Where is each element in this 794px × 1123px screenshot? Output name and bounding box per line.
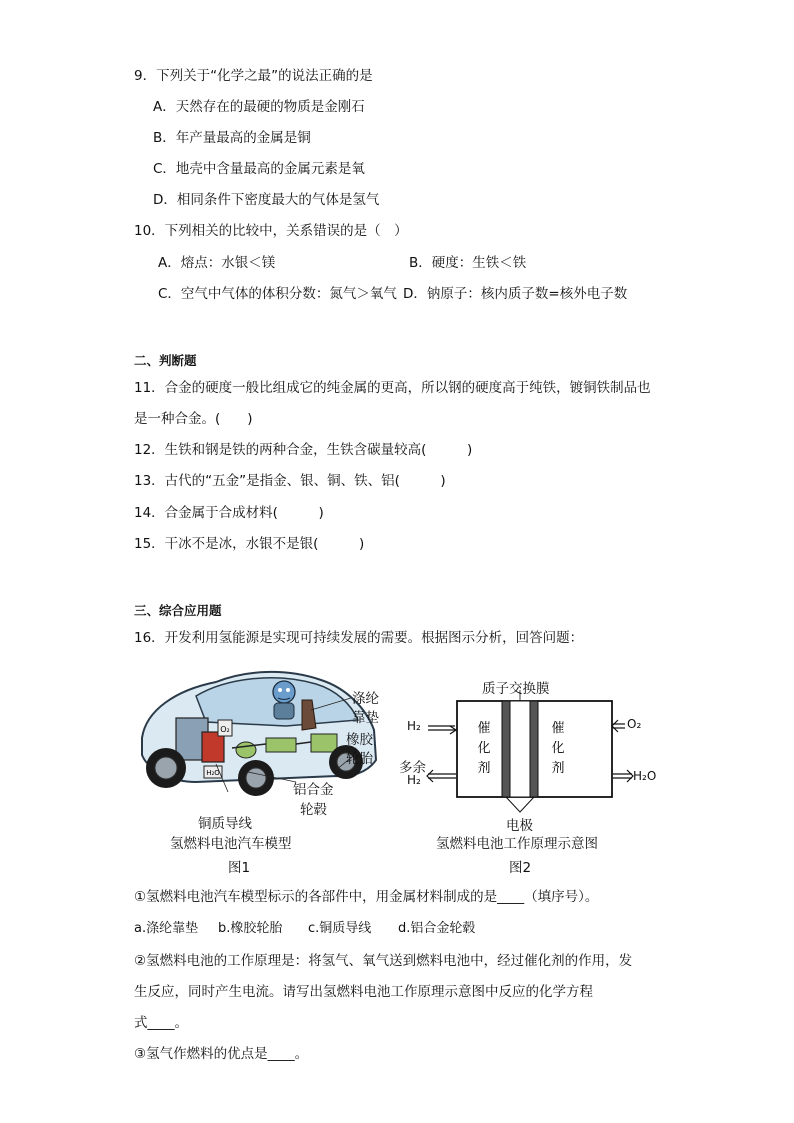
q10-option-a: A．熔点：水银＜镁 (158, 255, 276, 271)
figure-1-number: 图1 (228, 860, 251, 876)
label-polyester-2: 靠垫 (352, 710, 379, 726)
subq-1-option-b: b.橡胶轮胎 (218, 921, 283, 936)
q15: 15．干冰不是冰，水银不是银( ) (134, 536, 365, 552)
catalyst-right-2: 化 (551, 741, 565, 756)
label-left-h2-out: H₂ (407, 773, 421, 787)
q10-option-c: C．空气中气体的体积分数：氮气＞氧气 (158, 286, 397, 302)
q10-option-d: D．钠原子：核内质子数=核外电子数 (403, 286, 628, 302)
q10-stem: 10．下列相关的比较中，关系错误的是（ ） (134, 223, 408, 239)
car-illustration (136, 660, 381, 810)
subq-3: ③氢气作燃料的优点是____。 (134, 1046, 309, 1062)
q16-stem: 16．开发利用氢能源是实现可持续发展的需要。根据图示分析，回答问题： (134, 630, 584, 646)
q12: 12．生铁和钢是铁的两种合金，生铁含碳量较高( ) (134, 442, 473, 458)
catalyst-right-3: 剂 (551, 761, 565, 776)
car-tag-o2: O₂ (220, 725, 230, 734)
section-3-title: 三、综合应用题 (134, 603, 222, 618)
section-2-title: 二、判断题 (134, 353, 197, 368)
figure-1-caption: 氢燃料电池汽车模型 (170, 836, 292, 852)
label-alloy-1: 铝合金 (293, 782, 334, 798)
q9-option-b: B．年产量最高的金属是铜 (153, 130, 311, 146)
label-right-o2-in: O₂ (627, 717, 642, 731)
q11-line-1: 11．合金的硬度一般比组成它的纯金属的更高，所以钢的硬度高于纯铁，镀铜铁制品也 (134, 380, 651, 396)
q13: 13．古代的“五金”是指金、银、铜、铁、铝( ) (134, 473, 446, 489)
subq-2-line-2: 生反应，同时产生电流。请写出氢燃料电池工作原理示意图中反应的化学方程 (134, 984, 593, 1000)
subq-1-option-a: a.涤纶靠垫 (134, 921, 199, 936)
subq-2-line-1: ②氢燃料电池的工作原理是：将氢气、氧气送到燃料电池中，经过催化剂的作用，发 (134, 953, 633, 969)
figure-2-fuel-cell (400, 690, 670, 820)
label-alloy-2: 轮毂 (300, 802, 327, 818)
figure-1-car (136, 660, 416, 810)
q9-option-d: D．相同条件下密度最大的气体是氢气 (153, 192, 380, 208)
label-right-h2o-out: H₂O (633, 769, 657, 783)
figure-2-number: 图2 (509, 860, 532, 876)
catalyst-left-2: 化 (477, 741, 491, 756)
label-left-excess: 多余 (399, 760, 426, 776)
q9-option-c: C．地壳中含量最高的金属元素是氧 (153, 161, 365, 177)
subq-2-line-3: 式____。 (134, 1015, 188, 1031)
q11-line-2: 是一种合金。( ) (134, 411, 253, 427)
label-copper: 铜质导线 (198, 816, 252, 832)
q10-option-b: B．硬度：生铁＜铁 (409, 255, 527, 271)
fuel-cell-diagram (400, 690, 670, 820)
car-tag-h2o: H₂O (206, 769, 220, 777)
subq-1: ①氢燃料电池汽车模型标示的各部件中，用金属材料制成的是____（填序号）。 (134, 889, 599, 905)
membrane-label: 质子交换膜 (482, 681, 550, 697)
q14: 14．合金属于合成材料( ) (134, 505, 324, 521)
subq-1-option-d: d.铝合金轮毂 (398, 921, 476, 936)
label-left-h2-in: H₂ (407, 719, 421, 733)
catalyst-right-1: 催 (551, 721, 565, 736)
subq-1-option-c: c.铜质导线 (308, 921, 372, 936)
figure-2-caption: 氢燃料电池工作原理示意图 (436, 836, 598, 852)
label-electrode: 电极 (506, 818, 533, 834)
catalyst-left-1: 催 (477, 721, 491, 736)
label-rubber-2: 轮胎 (346, 751, 373, 767)
q9-stem: 9．下列关于“化学之最”的说法正确的是 (134, 68, 373, 84)
catalyst-left-3: 剂 (477, 761, 491, 776)
label-rubber-1: 橡胶 (346, 732, 373, 748)
q9-option-a: A．天然存在的最硬的物质是金刚石 (153, 99, 365, 115)
label-polyester-1: 涤纶 (352, 691, 379, 707)
